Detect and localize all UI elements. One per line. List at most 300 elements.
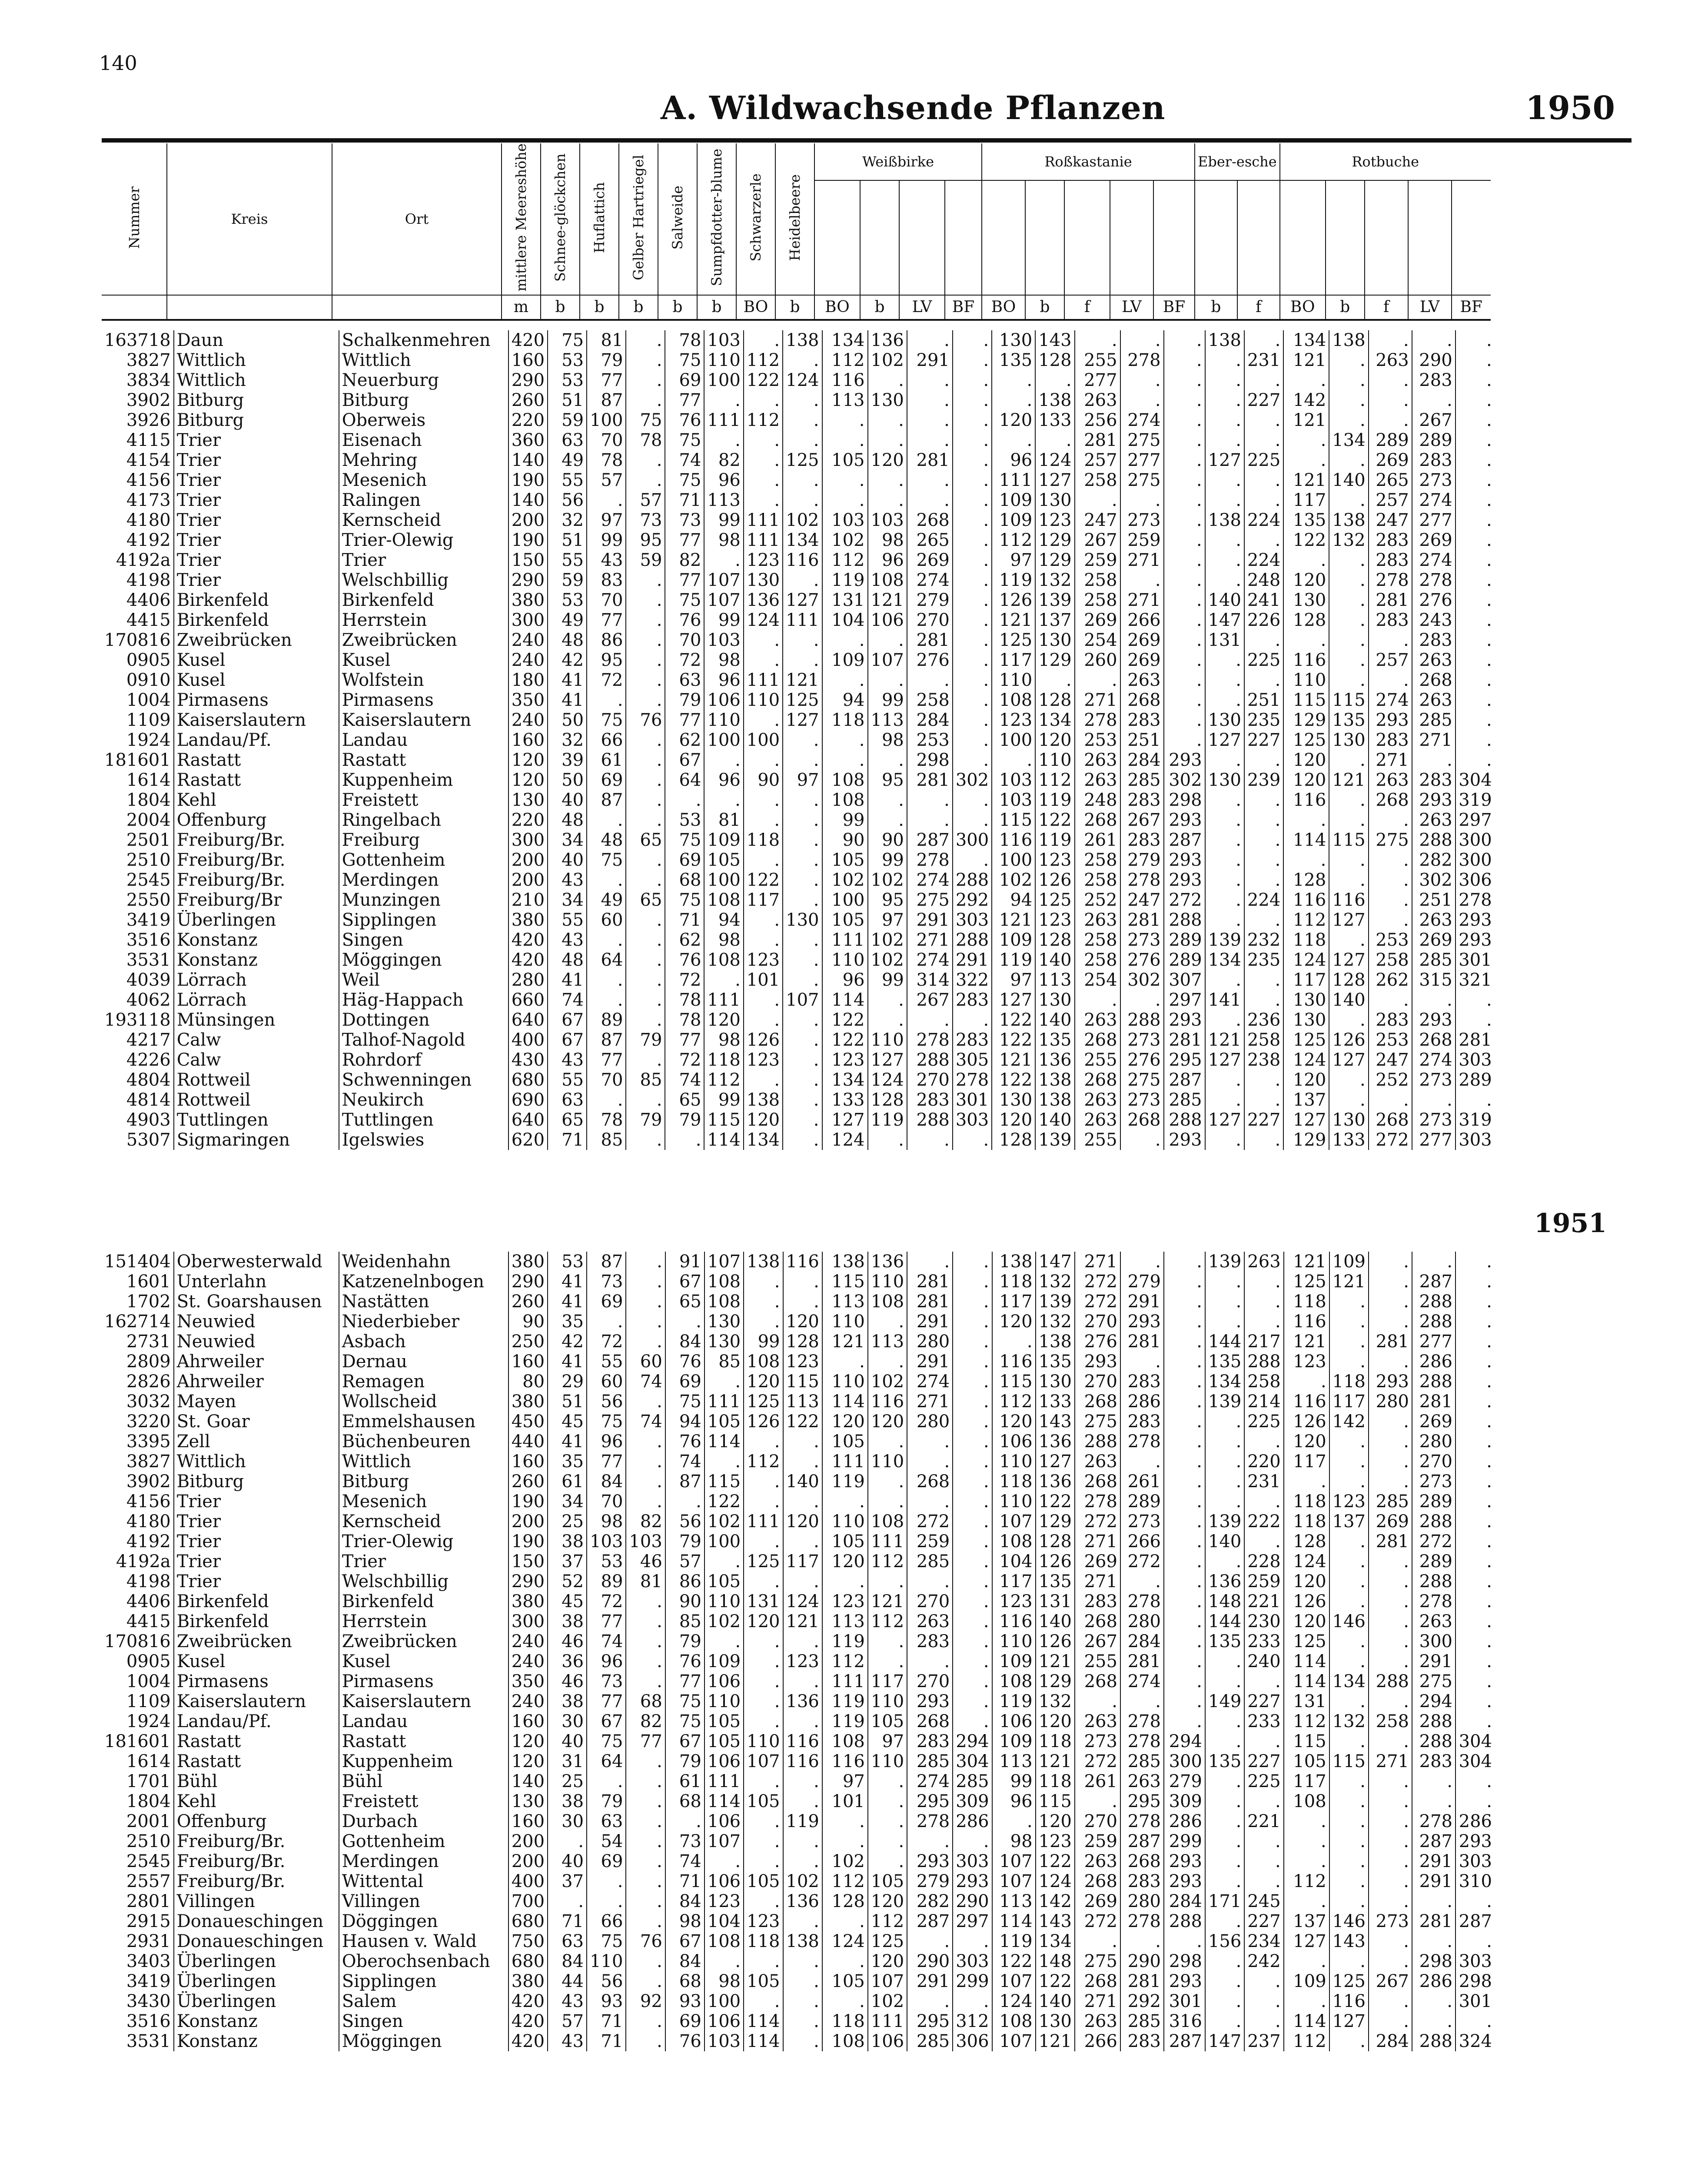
value-cell: 61 bbox=[548, 1472, 587, 1492]
value-cell: 303 bbox=[953, 1851, 992, 1871]
value-cell: 294 bbox=[953, 1731, 992, 1751]
value-cell: . bbox=[626, 1472, 665, 1492]
value-cell: 114 bbox=[1283, 830, 1329, 850]
value-cell: . bbox=[1244, 330, 1283, 350]
value-cell: . bbox=[744, 1831, 783, 1851]
value-cell: 263 bbox=[1075, 910, 1120, 930]
value-cell: . bbox=[1035, 430, 1074, 450]
value-cell: . bbox=[1120, 990, 1164, 1010]
value-cell: 110 bbox=[704, 1592, 744, 1611]
value-cell: 268 bbox=[907, 510, 953, 530]
value-cell: . bbox=[1486, 1572, 1492, 1592]
value-cell: 119 bbox=[822, 1711, 868, 1731]
value-cell: 120 bbox=[508, 1731, 548, 1751]
value-cell: . bbox=[626, 1851, 665, 1871]
value-cell: 295 bbox=[1120, 1791, 1164, 1811]
value-cell: . bbox=[1329, 390, 1368, 410]
value-cell: 110 bbox=[822, 1312, 868, 1332]
value-cell: . bbox=[704, 970, 743, 990]
value-cell: 110 bbox=[1283, 670, 1329, 690]
value-cell: 295 bbox=[907, 1791, 953, 1811]
value-cell: 137 bbox=[1329, 1512, 1369, 1532]
value-cell: . bbox=[1486, 1592, 1492, 1611]
value-cell: . bbox=[626, 990, 665, 1010]
value-cell: . bbox=[1075, 1931, 1120, 1951]
value-cell: . bbox=[1283, 850, 1329, 870]
value-cell: 102 bbox=[704, 1512, 744, 1532]
table-row bbox=[102, 1851, 1495, 1871]
value-cell: . bbox=[744, 1070, 783, 1090]
value-cell: 74 bbox=[665, 450, 704, 470]
table-row bbox=[102, 1252, 1495, 1272]
value-cell: 287 bbox=[1412, 1272, 1455, 1292]
value-cell: . bbox=[1486, 1552, 1492, 1572]
value-cell: 76 bbox=[626, 710, 665, 730]
value-cell: 303 bbox=[953, 1951, 992, 1971]
kreis-cell: Trier bbox=[176, 1572, 221, 1592]
value-cell: 267 bbox=[1075, 530, 1120, 550]
value-cell: 123 bbox=[1035, 510, 1074, 530]
value-cell: 269 bbox=[1369, 1512, 1412, 1532]
value-cell: 105 bbox=[744, 1791, 783, 1811]
value-cell: 293 bbox=[1164, 810, 1205, 830]
row-number: 3834 bbox=[102, 370, 174, 390]
value-cell: 49 bbox=[548, 610, 587, 630]
value-cell: 111 bbox=[783, 610, 822, 630]
value-cell: . bbox=[783, 870, 822, 890]
value-cell: 112 bbox=[1284, 1871, 1329, 1891]
value-cell: 114 bbox=[1284, 1651, 1329, 1671]
value-cell: . bbox=[1369, 2011, 1412, 2031]
value-cell: . bbox=[1164, 1611, 1205, 1631]
value-cell: 49 bbox=[548, 450, 587, 470]
value-cell: 285 bbox=[1412, 710, 1455, 730]
value-cell: . bbox=[1205, 810, 1244, 830]
value-cell: . bbox=[907, 370, 953, 390]
kreis-cell: Donaueschingen bbox=[176, 1931, 324, 1951]
value-cell: 307 bbox=[1164, 970, 1205, 990]
value-cell: . bbox=[587, 990, 626, 1010]
unit-cell bbox=[102, 295, 167, 320]
year-heading-1950: 1950 bbox=[1525, 90, 1615, 127]
value-cell: 71 bbox=[665, 1871, 704, 1891]
ort-cell: Weil bbox=[339, 970, 508, 990]
value-cell: 103 bbox=[992, 790, 1035, 810]
value-cell: 99 bbox=[868, 850, 907, 870]
value-cell: . bbox=[744, 630, 783, 650]
value-cell: 135 bbox=[1035, 1030, 1074, 1050]
value-cell: 131 bbox=[1036, 1592, 1075, 1611]
value-cell: 32 bbox=[548, 510, 587, 530]
value-cell: 77 bbox=[626, 1731, 665, 1751]
value-cell: 124 bbox=[822, 1130, 868, 1150]
value-cell: . bbox=[907, 790, 953, 810]
value-cell: 266 bbox=[1120, 610, 1164, 630]
kreis-cell: Überlingen bbox=[176, 1951, 276, 1971]
value-cell: . bbox=[1205, 1771, 1244, 1791]
value-cell: 75 bbox=[665, 830, 704, 850]
value-cell: 121 bbox=[1036, 1651, 1075, 1671]
value-cell: 241 bbox=[1244, 590, 1283, 610]
value-cell: 68 bbox=[665, 870, 704, 890]
value-cell: 69 bbox=[665, 850, 704, 870]
value-cell: . bbox=[1205, 830, 1244, 850]
value-cell: 273 bbox=[1412, 1110, 1455, 1130]
value-cell: . bbox=[1412, 1791, 1455, 1811]
value-cell: 275 bbox=[1412, 1671, 1455, 1691]
value-cell: 290 bbox=[1120, 1951, 1164, 1971]
value-cell: 120 bbox=[508, 770, 548, 790]
value-cell: 380 bbox=[508, 1392, 548, 1412]
value-cell: . bbox=[953, 590, 992, 610]
value-cell: . bbox=[953, 810, 992, 830]
value-cell: 134 bbox=[1035, 710, 1074, 730]
value-cell: 53 bbox=[587, 1552, 626, 1572]
kreis-cell: Trier bbox=[176, 530, 221, 550]
ort-cell: Tuttlingen bbox=[339, 1110, 508, 1130]
value-cell: 97 bbox=[868, 1731, 907, 1751]
value-cell: . bbox=[953, 1572, 992, 1592]
value-cell: . bbox=[1412, 990, 1455, 1010]
value-cell: 116 bbox=[1329, 1991, 1369, 2011]
value-cell: 291 bbox=[907, 350, 953, 370]
value-cell: . bbox=[626, 1671, 665, 1691]
value-cell: . bbox=[744, 330, 783, 350]
value-cell: 115 bbox=[1036, 1791, 1075, 1811]
ort-cell: Kusel bbox=[339, 650, 508, 670]
ort-cell: Herrstein bbox=[339, 1611, 508, 1631]
kreis-cell: Trier bbox=[176, 1492, 221, 1512]
value-cell: 281 bbox=[1412, 1911, 1455, 1931]
value-cell: . bbox=[992, 1332, 1036, 1352]
value-cell: 55 bbox=[548, 910, 587, 930]
value-cell: 39 bbox=[548, 750, 587, 770]
value-cell: . bbox=[1329, 370, 1368, 390]
ort-cell: Villingen bbox=[339, 1891, 508, 1911]
value-cell: 110 bbox=[822, 950, 868, 970]
value-cell: . bbox=[626, 2031, 665, 2051]
value-cell: 123 bbox=[822, 1050, 868, 1070]
value-cell: 119 bbox=[992, 1691, 1036, 1711]
value-cell: 268 bbox=[1120, 1851, 1164, 1871]
row-number: 193118 bbox=[102, 1010, 174, 1030]
value-cell: 118 bbox=[822, 2011, 868, 2031]
row-number: 2826 bbox=[102, 1372, 174, 1392]
value-cell: 285 bbox=[907, 1552, 953, 1572]
value-cell: 77 bbox=[665, 530, 704, 550]
unit-cell bbox=[332, 295, 502, 320]
value-cell: 78 bbox=[665, 1010, 704, 1030]
value-cell: 300 bbox=[953, 830, 992, 850]
row-number: 1702 bbox=[102, 1292, 174, 1312]
value-cell: 110 bbox=[704, 350, 743, 370]
kreis-cell: Bitburg bbox=[176, 390, 244, 410]
value-cell: . bbox=[1244, 490, 1283, 510]
value-cell: 321 bbox=[1459, 970, 1492, 990]
value-cell: . bbox=[626, 630, 665, 650]
value-cell: 380 bbox=[508, 590, 548, 610]
value-cell: 304 bbox=[1459, 1751, 1492, 1771]
value-cell: 117 bbox=[868, 1671, 907, 1691]
value-cell: . bbox=[1486, 470, 1492, 490]
value-cell: . bbox=[1369, 1572, 1412, 1592]
value-cell: . bbox=[868, 990, 907, 1010]
value-cell: 304 bbox=[953, 1751, 992, 1771]
value-cell: . bbox=[626, 2011, 665, 2031]
row-number: 3902 bbox=[102, 390, 174, 410]
value-cell: 36 bbox=[548, 1651, 587, 1671]
table-row bbox=[102, 650, 1495, 670]
value-cell: 350 bbox=[508, 690, 548, 710]
value-cell: 77 bbox=[665, 390, 704, 410]
table-row bbox=[102, 1731, 1495, 1751]
value-cell: . bbox=[1120, 390, 1164, 410]
value-cell: 37 bbox=[548, 1871, 587, 1891]
value-cell: 280 bbox=[907, 1412, 953, 1432]
value-cell: 127 bbox=[822, 1110, 868, 1130]
value-cell: 111 bbox=[704, 1392, 744, 1412]
value-cell: 272 bbox=[1120, 1552, 1164, 1572]
value-cell: . bbox=[1486, 1432, 1492, 1452]
value-cell: . bbox=[1205, 1432, 1244, 1452]
value-cell: . bbox=[626, 370, 665, 390]
value-cell: 420 bbox=[508, 330, 548, 350]
value-cell: . bbox=[626, 1392, 665, 1412]
ort-cell: Oberweis bbox=[339, 410, 508, 430]
value-cell: . bbox=[1164, 1432, 1205, 1452]
value-cell: 273 bbox=[1120, 1030, 1164, 1050]
value-cell: . bbox=[783, 930, 822, 950]
value-cell: . bbox=[1205, 1651, 1244, 1671]
kreis-cell: Freiburg/Br. bbox=[176, 850, 286, 870]
value-cell: 303 bbox=[1459, 1050, 1492, 1070]
value-cell: . bbox=[1284, 1891, 1329, 1911]
unit-cell: LV bbox=[899, 295, 945, 320]
table-row bbox=[102, 590, 1495, 610]
value-cell: 108 bbox=[868, 1292, 907, 1312]
value-cell: 140 bbox=[1205, 590, 1244, 610]
value-cell: 222 bbox=[1244, 1512, 1283, 1532]
unit-cell: b bbox=[697, 295, 736, 320]
value-cell: 126 bbox=[1036, 1631, 1075, 1651]
ort-cell: Niederbieber bbox=[339, 1312, 508, 1332]
value-cell: 268 bbox=[1075, 1871, 1120, 1891]
value-cell: . bbox=[1369, 1791, 1412, 1811]
table-row bbox=[102, 1971, 1495, 1991]
value-cell: 56 bbox=[665, 1512, 704, 1532]
value-cell: 291 bbox=[1412, 1851, 1455, 1871]
value-cell: . bbox=[1369, 1292, 1412, 1312]
value-cell: 25 bbox=[548, 1512, 587, 1532]
value-cell: 46 bbox=[548, 1631, 587, 1651]
value-cell: 30 bbox=[548, 1711, 587, 1731]
value-cell: . bbox=[1329, 1010, 1368, 1030]
kreis-cell: Lörrach bbox=[176, 970, 247, 990]
value-cell: 116 bbox=[1284, 1392, 1329, 1412]
value-cell: 291 bbox=[1412, 1651, 1455, 1671]
value-cell: 263 bbox=[907, 1611, 953, 1631]
value-cell: . bbox=[868, 1312, 907, 1332]
value-cell: 61 bbox=[665, 1771, 704, 1791]
value-cell: 293 bbox=[1164, 1871, 1205, 1891]
value-cell: 123 bbox=[1284, 1352, 1329, 1372]
value-cell: . bbox=[953, 790, 992, 810]
value-cell: 98 bbox=[704, 1030, 743, 1050]
value-cell: 46 bbox=[626, 1552, 665, 1572]
value-cell: . bbox=[1164, 1472, 1205, 1492]
value-cell: . bbox=[953, 710, 992, 730]
value-cell: 291 bbox=[953, 950, 992, 970]
value-cell: 105 bbox=[1284, 1751, 1329, 1771]
col-header-schneegloeckchen: Schnee-glöckchen bbox=[552, 153, 568, 282]
value-cell: 140 bbox=[1329, 470, 1368, 490]
value-cell: 275 bbox=[1120, 430, 1164, 450]
value-cell: . bbox=[626, 330, 665, 350]
value-cell: 82 bbox=[626, 1512, 665, 1532]
value-cell: . bbox=[1205, 1851, 1244, 1871]
value-cell: 110 bbox=[744, 690, 783, 710]
value-cell: . bbox=[704, 1951, 744, 1971]
value-cell: 102 bbox=[822, 870, 868, 890]
value-cell: 117 bbox=[1329, 1392, 1369, 1412]
value-cell: 256 bbox=[1075, 410, 1120, 430]
value-cell: 680 bbox=[508, 1911, 548, 1931]
value-cell: 121 bbox=[992, 1050, 1035, 1070]
value-cell: . bbox=[1205, 1831, 1244, 1851]
unit-cell: b bbox=[658, 295, 697, 320]
value-cell: 140 bbox=[1035, 950, 1074, 970]
value-cell: 51 bbox=[548, 1392, 587, 1412]
value-cell: . bbox=[1164, 390, 1205, 410]
value-cell: . bbox=[1205, 1791, 1244, 1811]
value-cell: 108 bbox=[822, 2031, 868, 2051]
value-cell: 105 bbox=[744, 1971, 783, 1991]
value-cell: 271 bbox=[1369, 1751, 1412, 1771]
value-cell: 102 bbox=[868, 930, 907, 950]
value-cell: 69 bbox=[665, 1372, 704, 1392]
value-cell: 71 bbox=[548, 1911, 587, 1931]
value-cell: 72 bbox=[587, 1592, 626, 1611]
ort-cell: Salem bbox=[339, 1991, 508, 2011]
value-cell: 146 bbox=[1329, 1611, 1369, 1631]
value-cell: . bbox=[953, 550, 992, 570]
value-cell: . bbox=[626, 1332, 665, 1352]
value-cell: 110 bbox=[992, 1452, 1036, 1472]
value-cell: 139 bbox=[1035, 1130, 1074, 1150]
value-cell: . bbox=[953, 1532, 992, 1552]
value-cell: . bbox=[1244, 470, 1283, 490]
value-cell: . bbox=[587, 1771, 626, 1791]
value-cell: 35 bbox=[548, 1452, 587, 1472]
value-cell: 273 bbox=[1369, 1911, 1412, 1931]
value-cell: . bbox=[1329, 1552, 1369, 1572]
value-cell: 135 bbox=[1205, 1631, 1244, 1651]
value-cell: 135 bbox=[1283, 510, 1329, 530]
value-cell: 112 bbox=[704, 1070, 743, 1090]
value-cell: . bbox=[822, 670, 868, 690]
value-cell: . bbox=[1283, 550, 1329, 570]
value-cell: . bbox=[1164, 1592, 1205, 1611]
table-row bbox=[102, 1831, 1495, 1851]
value-cell: 243 bbox=[1412, 610, 1455, 630]
value-cell: 99 bbox=[744, 1332, 783, 1352]
table-row bbox=[102, 810, 1495, 830]
value-cell: 660 bbox=[508, 990, 548, 1010]
value-cell: 105 bbox=[704, 1412, 744, 1432]
value-cell: 95 bbox=[868, 890, 907, 910]
value-cell: 280 bbox=[508, 970, 548, 990]
value-cell: 76 bbox=[665, 1352, 704, 1372]
value-cell: . bbox=[626, 570, 665, 590]
value-cell: . bbox=[868, 1631, 907, 1651]
value-cell: 288 bbox=[1412, 1572, 1455, 1592]
value-cell: . bbox=[744, 1631, 783, 1651]
value-cell: 286 bbox=[953, 1811, 992, 1831]
value-cell: 76 bbox=[665, 950, 704, 970]
table-row bbox=[102, 970, 1495, 990]
value-cell: . bbox=[626, 790, 665, 810]
value-cell: . bbox=[1164, 1252, 1205, 1272]
value-cell: . bbox=[626, 730, 665, 750]
value-cell: . bbox=[744, 810, 783, 830]
value-cell: . bbox=[1369, 630, 1412, 650]
value-cell: 50 bbox=[548, 710, 587, 730]
value-cell: 105 bbox=[704, 1731, 744, 1751]
value-cell: . bbox=[1369, 390, 1412, 410]
kreis-cell: Landau/Pf. bbox=[176, 1711, 272, 1731]
value-cell: 119 bbox=[1035, 790, 1074, 810]
value-cell: 128 bbox=[1036, 1532, 1075, 1552]
value-cell: 140 bbox=[1035, 1110, 1074, 1130]
value-cell: 268 bbox=[907, 1472, 953, 1492]
value-cell: . bbox=[953, 730, 992, 750]
value-cell: . bbox=[1412, 1931, 1455, 1951]
value-cell: 289 bbox=[1412, 430, 1455, 450]
value-cell: . bbox=[704, 1552, 744, 1572]
value-cell: 71 bbox=[548, 1130, 587, 1150]
value-cell: 139 bbox=[1205, 1392, 1244, 1412]
value-cell: 32 bbox=[548, 730, 587, 750]
value-cell: . bbox=[1244, 2011, 1283, 2031]
value-cell: . bbox=[1244, 870, 1283, 890]
value-cell: 108 bbox=[822, 1731, 868, 1751]
value-cell: . bbox=[1329, 1592, 1369, 1611]
table-row bbox=[102, 390, 1495, 410]
row-number: 4415 bbox=[102, 1611, 174, 1631]
row-number: 4180 bbox=[102, 1512, 174, 1532]
value-cell: 136 bbox=[868, 1252, 907, 1272]
value-cell: . bbox=[953, 1931, 992, 1951]
value-cell: . bbox=[868, 1352, 907, 1372]
row-number: 163718 bbox=[102, 330, 174, 350]
value-cell: 288 bbox=[1412, 1731, 1455, 1751]
kreis-cell: Freiburg/Br. bbox=[176, 1851, 286, 1871]
units-row bbox=[102, 295, 1491, 320]
value-cell: . bbox=[992, 430, 1035, 450]
value-cell: 74 bbox=[587, 1631, 626, 1651]
value-cell: 322 bbox=[953, 970, 992, 990]
value-cell: 66 bbox=[587, 1911, 626, 1931]
value-cell: . bbox=[626, 950, 665, 970]
value-cell: 302 bbox=[953, 770, 992, 790]
value-cell: 119 bbox=[992, 950, 1035, 970]
ort-cell: Weidenhahn bbox=[339, 1252, 508, 1272]
ort-cell: Freistett bbox=[339, 1791, 508, 1811]
value-cell: . bbox=[1369, 1592, 1412, 1611]
value-cell: . bbox=[626, 870, 665, 890]
value-cell: . bbox=[1329, 850, 1368, 870]
kreis-cell: Zweibrücken bbox=[176, 630, 292, 650]
